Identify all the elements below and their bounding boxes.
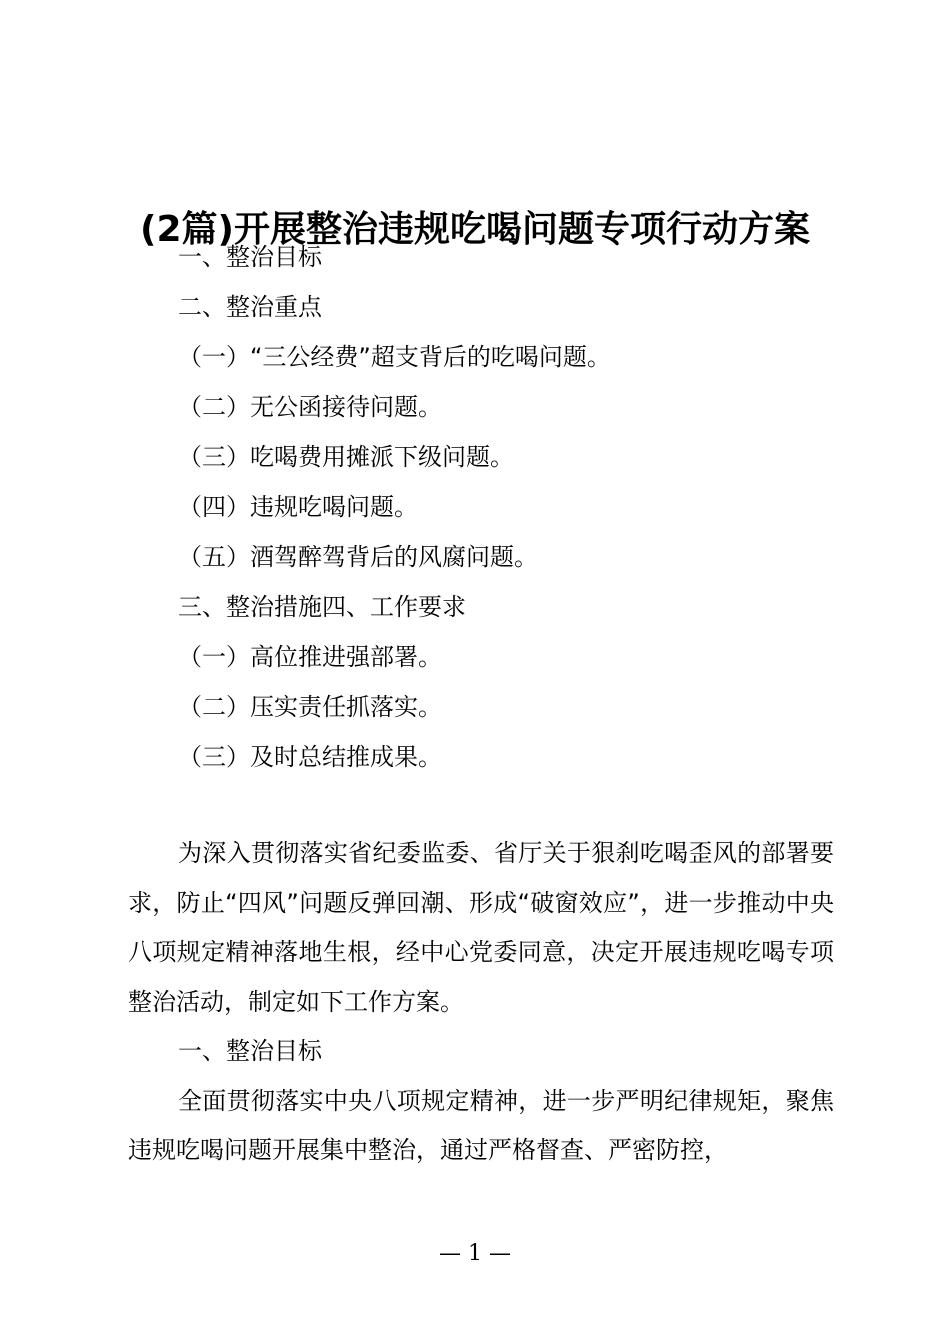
- outline-item: 二、整治重点: [178, 293, 322, 321]
- outline-item: （二）无公函接待问题。: [178, 393, 442, 421]
- document-title: (2篇)开展整治违规吃喝问题专项行动方案: [140, 209, 810, 251]
- outline-item: （四）违规吃喝问题。: [178, 493, 418, 521]
- document-outline: [178, 232, 611, 782]
- section-paragraph: 全面贯彻落实中央八项规定精神，进一步严明纪律规矩，聚焦违规吃喝问题开展集中整治，通过严格督查、严密防控，: [128, 1086, 834, 1164]
- section-heading: 一、整治目标: [178, 1037, 322, 1065]
- outline-item: 三、整治措施四、工作要求: [178, 593, 466, 621]
- outline-item: （一）“三公经费”超支背后的吃喝问题。: [178, 343, 611, 371]
- outline-item: （一）高位推进强部署。: [178, 643, 442, 671]
- outline-item: 一、整治目标: [178, 243, 322, 271]
- outline-item: （二）压实责任抓落实。: [178, 693, 442, 721]
- intro-paragraph: 为深入贯彻落实省纪委监委、省厅关于狠刹吃喝歪风的部署要求，防止“四风”问题反弹回潮、形成“破窗效应”，进一步推动中央八项规定精神落地生根，经中心党委同意，决定开展违规吃喝专项整治活动，制定如下工作方案。: [128, 839, 834, 1016]
- page-number: — 1 —: [439, 1241, 511, 1266]
- outline-item: （三）及时总结推成果。: [178, 743, 442, 771]
- outline-item: （三）吃喝费用摊派下级问题。: [178, 443, 514, 471]
- document-body: [128, 829, 834, 1176]
- outline-item: （五）酒驾醉驾背后的风腐问题。: [178, 543, 538, 571]
